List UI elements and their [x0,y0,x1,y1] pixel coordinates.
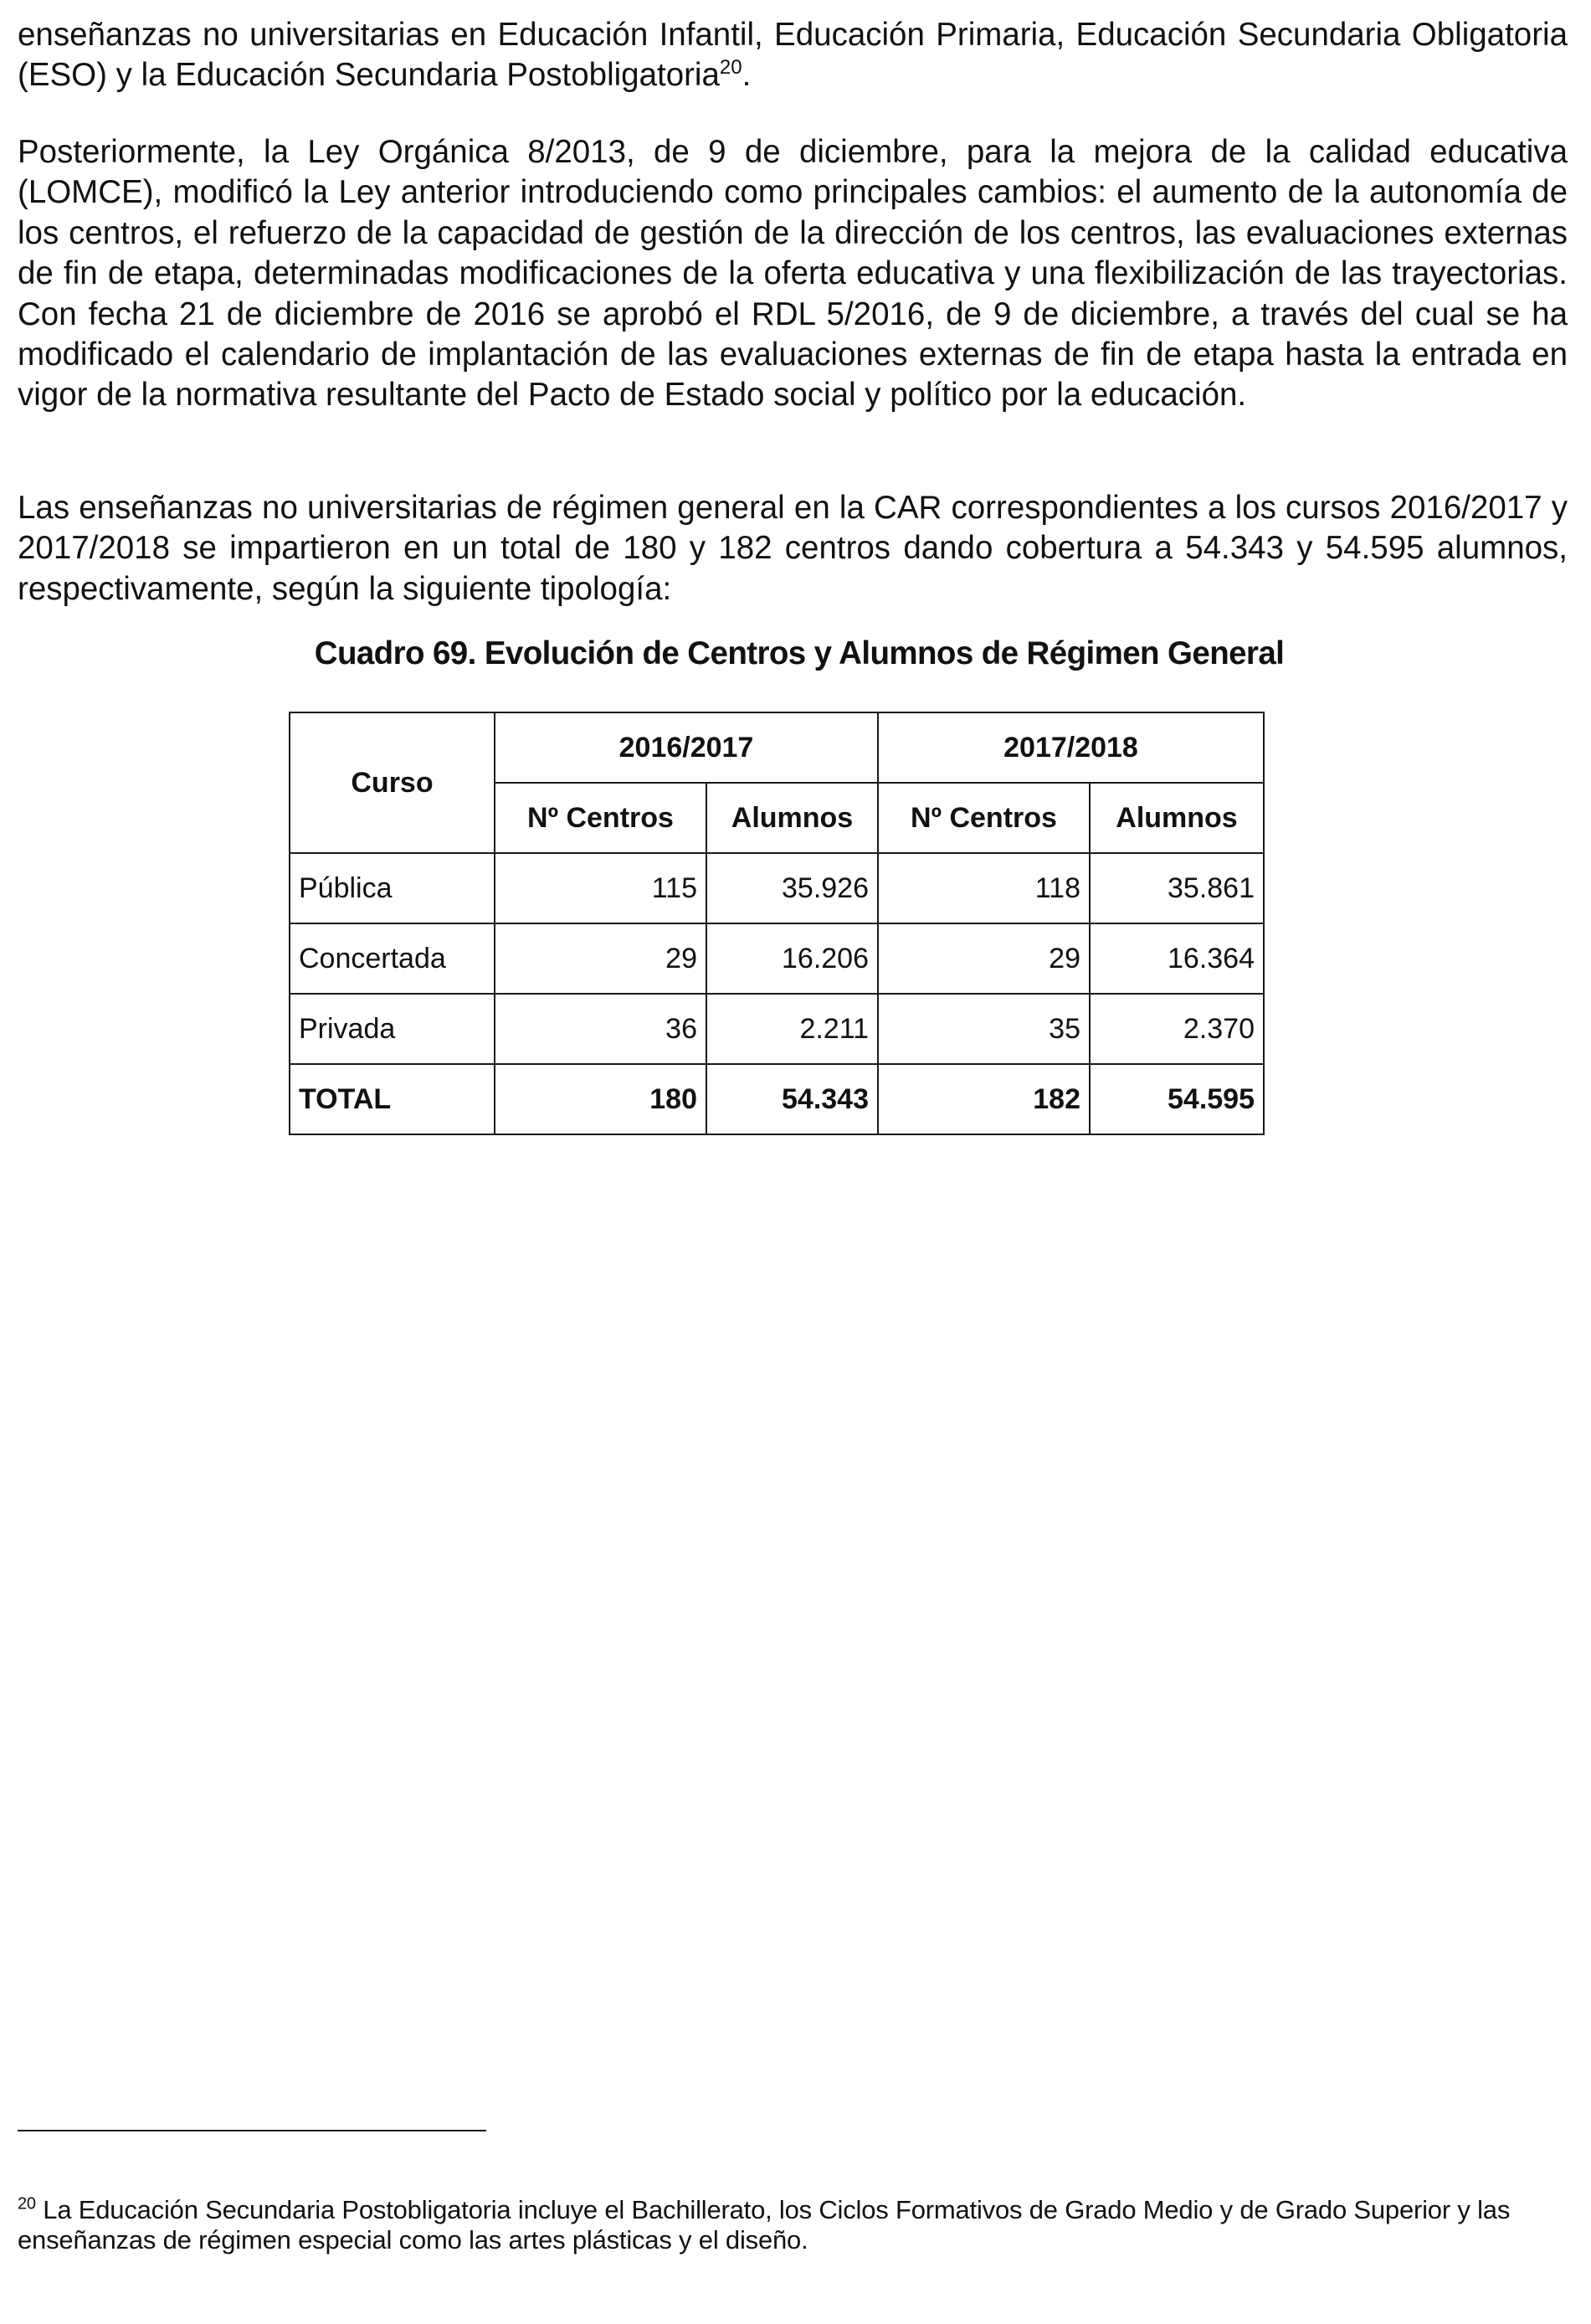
row-label: Concertada [290,923,495,994]
header-period-2017-2018: 2017/2018 [878,712,1264,783]
table-row [290,853,1264,923]
cell-centros-2017-2018: 35 [878,994,1090,1064]
cell-centros-2017-2018: 118 [878,853,1090,923]
footnote-number: 20 [18,2194,36,2213]
row-label: Pública [290,853,495,923]
cell-alumnos-2016-2017: 16.206 [706,923,878,994]
cell-alumnos-2017-2018: 16.364 [1090,923,1264,994]
row-label: Privada [290,994,495,1064]
cell-alumnos-2016-2017: 35.926 [706,853,878,923]
footnote-separator [18,2130,486,2131]
centros-alumnos-table [289,712,1265,1135]
cell-centros-2016-2017: 36 [495,994,706,1064]
header-alumnos-2016-2017: Alumnos [706,783,878,853]
footnote-reference[interactable]: 20 [719,56,742,80]
paragraph-2: Posteriormente, la Ley Orgánica 8/2013, de 9 de diciembre, para la mejora de la calidad educativa (LOMCE), modificó la Ley anterior introduciendo como principales cambios: el aumento de la autonomía de los centros, el refuerzo de la capacidad de gestión de la dirección de los centros, las evaluaciones externas de fin de etapa, determinadas modificaciones de la oferta educativa y una flexibilización de las trayectorias. Con fecha 21 de diciembre de 2016 se aprobó el RDL 5/2016, de 9 de diciembre, a través del cual se ha modificado el calendario de implantación de las evaluaciones externas de fin de etapa hasta la entrada en vigor de la normativa resultante del Pacto de Estado social y político por la educación. [18,134,1568,414]
paragraph-1-end: . [742,57,752,94]
table-row [290,923,1264,994]
header-curso: Curso [290,712,495,853]
cell-alumnos-2017-2018: 2.370 [1090,994,1264,1064]
total-alumnos-2016-2017: 54.343 [706,1064,878,1134]
cell-centros-2016-2017: 115 [495,853,706,923]
footnote [18,2195,1568,2255]
table-header-row-1 [290,712,1264,783]
table-total-row [290,1064,1264,1134]
cell-centros-2016-2017: 29 [495,923,706,994]
header-period-2016-2017: 2016/2017 [495,712,878,783]
total-centros-2017-2018: 182 [878,1064,1090,1134]
header-centros-2016-2017: Nº Centros [495,783,706,853]
header-centros-2017-2018: Nº Centros [878,783,1090,853]
header-alumnos-2017-2018: Alumnos [1090,783,1264,853]
total-label: TOTAL [290,1064,495,1134]
paragraph-1-text: enseñanzas no universitarias en Educación Infantil, Educación Primaria, Educación Secundaria Obligatoria (ESO) y la Educación Secundaria Postobligatoria [18,17,1568,94]
table-row [290,994,1264,1064]
cell-centros-2017-2018: 29 [878,923,1090,994]
paragraph-1 [18,15,1568,96]
table-caption: Cuadro 69. Evolución de Centros y Alumnos de Régimen General [314,635,1285,671]
footnote-text: La Educación Secundaria Postobligatoria incluye el Bachillerato, los Ciclos Formativos de Grado Medio y de Grado Superior y las enseñanzas de régimen especial como las artes plásticas y el diseño. [18,2195,1511,2255]
total-centros-2016-2017: 180 [495,1064,706,1134]
cell-alumnos-2016-2017: 2.211 [706,994,878,1064]
paragraph-3: Las enseñanzas no universitarias de régimen general en la CAR correspondientes a los cursos 2016/2017 y 2017/2018 se impartieron en un total de 180 y 182 centros dando cobertura a 54.343 y 54.595 alumnos, respectivamente, según la siguiente tipología: [18,490,1568,607]
cell-alumnos-2017-2018: 35.861 [1090,853,1264,923]
total-alumnos-2017-2018: 54.595 [1090,1064,1264,1134]
